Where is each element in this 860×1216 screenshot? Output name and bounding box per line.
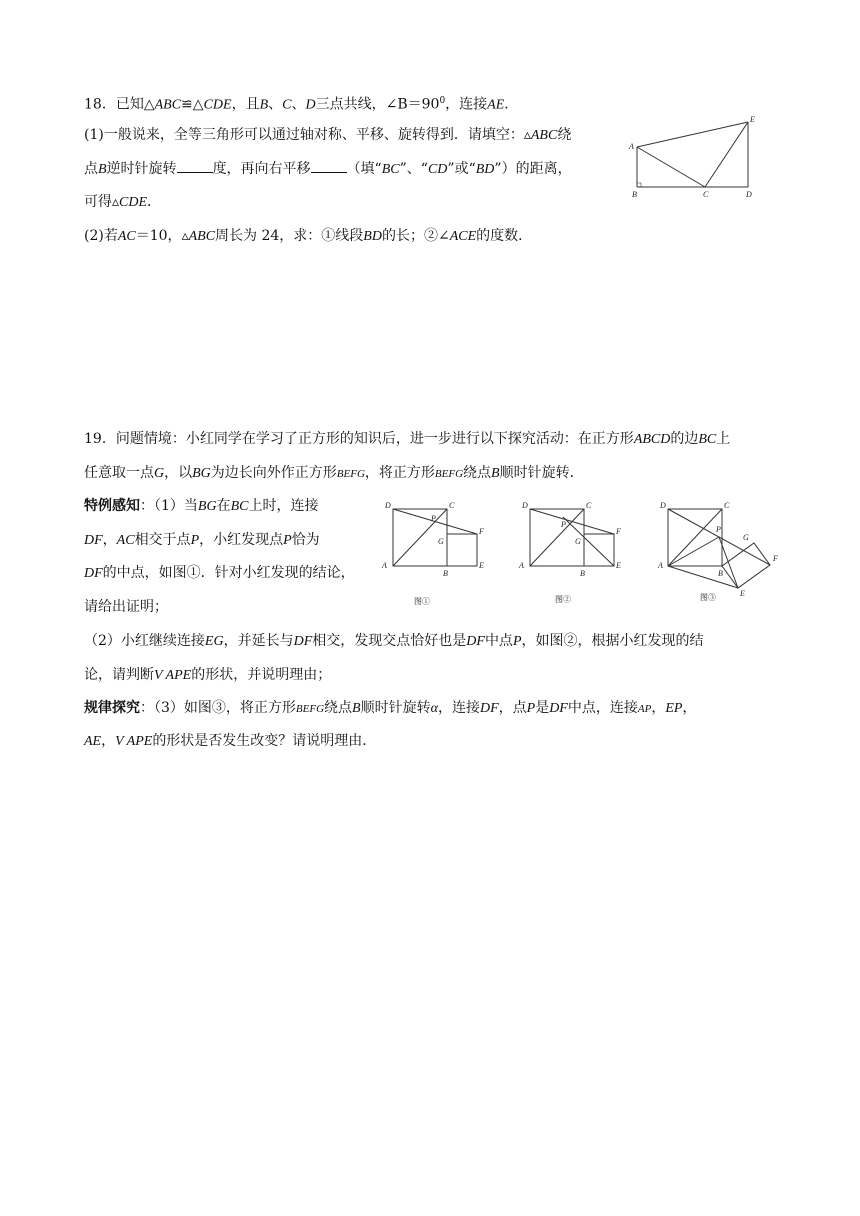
fig3-caption: 图③ (700, 593, 716, 602)
q18-figure (625, 112, 760, 202)
q19-line-2: 任意取一点G，以BG为边长向外作正方形BEFG，将正方形BEFG绕点B顺时针旋转． (84, 465, 584, 481)
fig1-label-E: E (479, 561, 484, 570)
fig3-label-P: P (716, 525, 721, 534)
right-angle-mark (637, 183, 641, 187)
label-B: B (632, 190, 637, 199)
fig3-label-F: F (773, 554, 778, 563)
q19-line-5: DF的中点，如图①．针对小红发现的结论， (84, 565, 355, 581)
q18-line-1: 18．已知△ABC≌△CDE，且B、C、D三点共线，$\angle B=90^0$，连接AE． (84, 96, 519, 113)
fig3-label-C: C (724, 501, 730, 510)
fig2-label-C: C (586, 501, 592, 510)
fig1-label-A: A (382, 561, 387, 570)
label-D: D (746, 190, 752, 199)
fig1-label-G: G (438, 537, 444, 546)
fig3-label-B: B (718, 569, 723, 578)
fig3-label-A: A (658, 561, 663, 570)
q19-line-7: （2）小红继续连接EG，并延长与DF相交，发现交点恰好也是DF中点P，如图②，根据小红发现的结 (84, 633, 704, 649)
fig-ce (705, 122, 748, 187)
q19-line-8: 论，请判断V APE的形状，并说明理由； (84, 667, 332, 683)
q19-line-9: 规律探究：（3）如图③，将正方形BEFG绕点B顺时针旋转α，连接DF，点P是DF中点，连接AP，EP， (84, 700, 697, 716)
fig2-label-F: F (616, 527, 621, 536)
q19-line-4: DF，AC相交于点P，小红发现点P恰为 (84, 532, 320, 548)
fig3-label-E: E (740, 589, 745, 598)
fig-ae (637, 122, 748, 147)
fig1-label-P: P (431, 514, 436, 523)
fig-ac (637, 147, 705, 187)
fig1-label-B: B (443, 569, 448, 578)
q19-line-1: 19．问题情境：小红同学在学习了正方形的知识后，进一步进行以下探究活动：在正方形ABCD的边BC上 (84, 431, 731, 447)
fig1-label-C: C (449, 501, 455, 510)
q19-line-3: 特例感知：（1）当BG在BC上时，连接 (84, 498, 319, 514)
line-ac (668, 509, 722, 566)
label-C: C (703, 190, 709, 199)
fig1-label-F: F (479, 527, 484, 536)
q19-figure-2 (515, 500, 627, 610)
line-eg-extended (563, 517, 614, 566)
fig1-label-D: D (385, 501, 391, 510)
blank-1[interactable] (177, 158, 213, 173)
label-E: E (750, 115, 755, 124)
q18-line-5: (2)若AC＝10，▵ABC周长为 24，求：①线段BD的长；②∠ACE的度数． (84, 228, 533, 244)
q19-figure-1 (378, 500, 490, 610)
fig1-caption: 图① (414, 597, 430, 606)
fig2-label-E: E (616, 561, 621, 570)
fig2-label-D: D (522, 501, 528, 510)
blank-2[interactable] (311, 158, 347, 173)
q19-line-6: 请给出证明； (84, 599, 168, 615)
fig3-label-D: D (660, 501, 666, 510)
fig2-caption: 图② (555, 595, 571, 604)
label-A: A (629, 142, 634, 151)
q19-figure-3 (654, 498, 784, 610)
q18-line-4: 可得▵CDE． (84, 194, 162, 210)
square-befg (447, 534, 477, 566)
fig2-label-P: P (561, 520, 566, 529)
line-ae (668, 566, 738, 588)
fig2-label-B: B (580, 569, 585, 578)
fig2-label-A: A (519, 561, 524, 570)
q18-line-2: (1)一般说来，全等三角形可以通过轴对称、平移、旋转得到．请填空：▵ABC绕 (84, 127, 572, 143)
q19-line-10: AE，V APE的形状是否发生改变？请说明理由． (84, 733, 377, 749)
line-ap (668, 537, 719, 566)
fig2-label-G: G (575, 537, 581, 546)
q18-line-3: 点B逆时针旋转 度，再向右平移 （填“BC”、“CD”或“BD”）的距离， (84, 158, 572, 180)
fig3-label-G: G (743, 533, 749, 542)
